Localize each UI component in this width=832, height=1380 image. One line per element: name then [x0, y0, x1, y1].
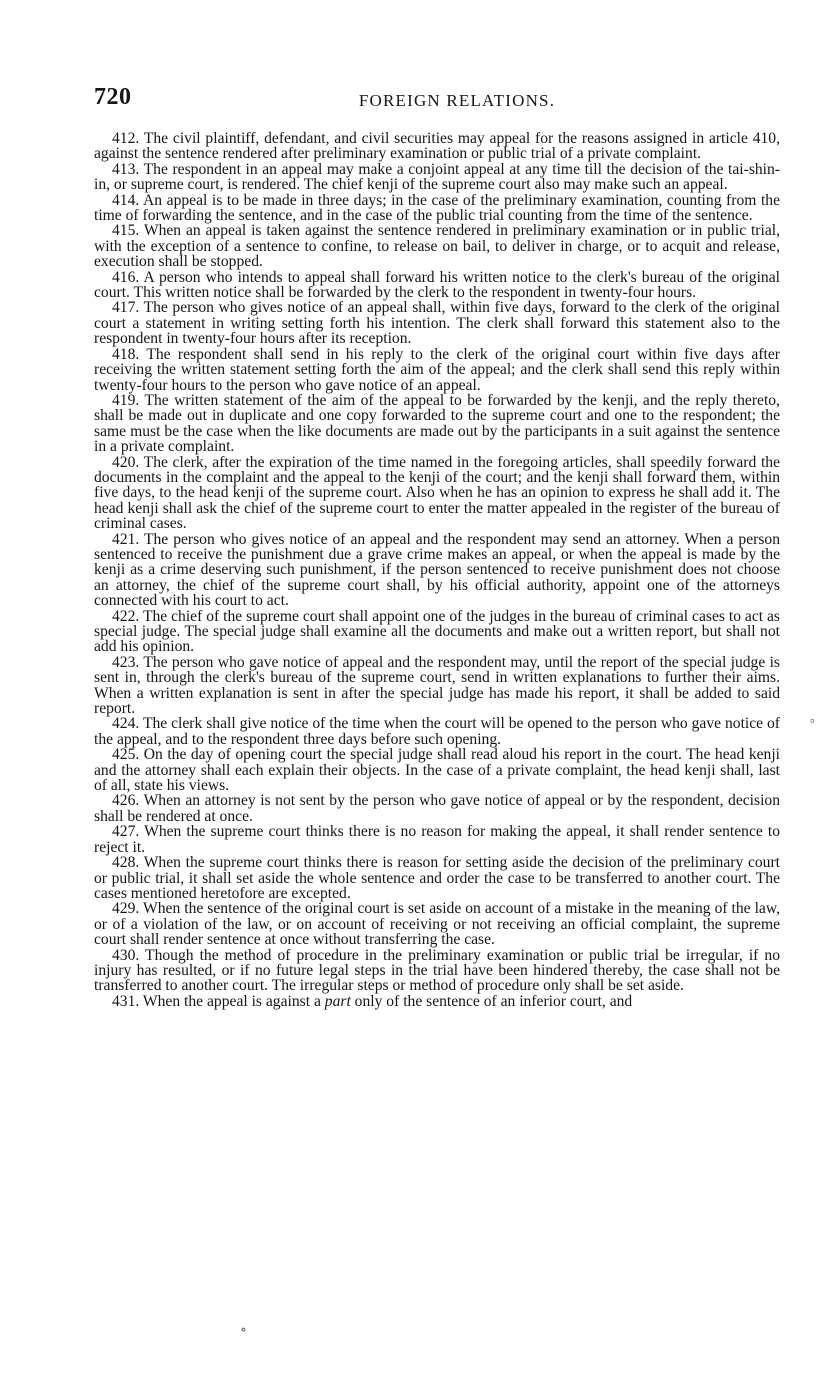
article-text: A person who intends to appeal shall forward his written notice to the clerk's bureau of the original court. This written notice shall be forwarded by the clerk to the respondent in twenty-four hours. — [94, 268, 780, 302]
article-number: 419. — [112, 391, 140, 409]
article-number: 429. — [112, 900, 140, 918]
document-page — [94, 84, 780, 1009]
article-431 — [94, 994, 780, 1009]
article-413 — [94, 162, 780, 193]
article-425 — [94, 747, 780, 793]
article-text: The person who gives notice of an appeal and the respondent may send an attorney. When a person sentenced to receive the punishment due a grave crime makes an appeal, or when the appeal is made by the kenji as a crime deserving such punishment, if the person sentenced to receive punishment does not choose an attorney, the chief of the supreme court shall, by his official authority, appoint one of the attorneys connected with his court to act. — [94, 530, 780, 610]
article-text: When an appeal is taken against the sentence rendered in preliminary examination or in public trial, with the exception of a sentence to confine, to release on bail, to deliver in charge, or to acquit and release, execution shall be stopped. — [94, 222, 780, 271]
article-text: When the supreme court thinks there is reason for setting aside the decision of the preliminary court or public trial, it shall set aside the whole sentence and order the case to be transferred to another court. The cases mentioned heretofore are excepted. — [94, 854, 780, 902]
article-text: The written statement of the aim of the appeal to be forwarded by the kenji, and the reply thereto, shall be made out in duplicate and one copy forwarded to the supreme court and one to the respondent; the same must be the case when the like documents are made out by the participants in a suit against the sentence in a private complaint. — [94, 391, 780, 456]
article-number: 421. — [112, 530, 140, 548]
article-text-after: only of the sentence of an inferior court, and — [350, 992, 633, 1010]
article-number: 428. — [112, 854, 140, 872]
article-number: 413. — [112, 160, 140, 178]
article-text: The civil plaintiff, defendant, and civil securities may appeal for the reasons assigned in article 410, against the sentence rendered after preliminary examination or public trial of a private complaint. — [94, 130, 781, 163]
article-number: 420. — [112, 453, 140, 471]
article-418 — [94, 347, 780, 393]
article-423 — [94, 655, 780, 717]
article-number: 416. — [112, 268, 140, 286]
article-415 — [94, 223, 780, 269]
article-412 — [94, 131, 780, 162]
article-427 — [94, 824, 780, 855]
article-text: The person who gave notice of appeal and the respondent may, until the report of the special judge is sent in, through the clerk's bureau of the supreme court, send in written explanations to further their aims. When a written explanation is sent in after the special judge has made his report, it shall be added to said report. — [94, 653, 780, 718]
article-number: 423. — [112, 653, 140, 671]
article-422 — [94, 609, 780, 655]
article-text: The clerk, after the expiration of the time named in the foregoing articles, shall speedily forward the documents in the complaint and the appeal to the kenji of the court; and the kenji shall forward them, within five days, to the head kenji of the supreme court. Also when he has an opinion to express he shall add it. The head kenji shall ask the chief of the supreme court to enter the matter appealed in the register of the bureau of criminal cases. — [94, 453, 780, 533]
article-number: 427. — [112, 823, 140, 841]
article-number: 415. — [112, 222, 140, 240]
article-417 — [94, 300, 780, 346]
article-number: 418. — [112, 345, 140, 363]
article-text: When the sentence of the original court is set aside on account of a mistake in the meaning of the law, or of a violation of the law, or on account of receiving or not receiving an official complaint, the supreme court shall render sentence at once without transferring the case. — [94, 900, 780, 949]
article-421 — [94, 532, 780, 609]
article-text: The chief of the supreme court shall appoint one of the judges in the bureau of criminal cases to act as special judge. The special judge shall examine all the documents and make out a written report, but shall not add his opinion. — [94, 607, 781, 656]
article-number: 412. — [112, 130, 140, 147]
article-text: When an attorney is not sent by the person who gave notice of appeal or by the respondent, decision shall be rendered at once. — [94, 792, 780, 825]
article-number: 417. — [112, 299, 140, 317]
article-number: 431. — [112, 992, 140, 1010]
page-number: 720 — [94, 84, 132, 110]
article-420 — [94, 455, 780, 532]
article-text: An appeal is to be made in three days; in the case of the preliminary examination, counting from the time of forwarding the sentence, and in the case of the public trial counting from the time of the sentence. — [94, 191, 780, 225]
article-416 — [94, 270, 780, 301]
article-number: 414. — [112, 191, 140, 209]
article-number: 425. — [112, 746, 140, 764]
article-text: The respondent in an appeal may make a conjoint appeal at any time till the decision of the tai-shin-in, or supreme court, is rendered. The chief kenji of the supreme court also may make such an appeal. — [94, 160, 781, 194]
article-429 — [94, 901, 780, 947]
document-body — [94, 131, 780, 1009]
article-text: On the day of opening court the special judge shall read aloud his report in the court. The head kenji and the attorney shall each explain their objects. In the case of a private complaint, the head kenji shall, last of all, state his views. — [94, 746, 780, 795]
article-number: 430. — [112, 946, 140, 964]
article-text: Though the method of procedure in the preliminary examination or public trial be irregular, if no injury has resulted, or if no future legal steps in the trial have been hindered thereby, the case shall not be transferred to another court. The irregular steps or method of procedure only shall be set aside. — [94, 946, 780, 995]
article-number: 422. — [112, 607, 140, 625]
article-number: 424. — [112, 715, 140, 733]
article-text: The person who gives notice of an appeal shall, within five days, forward to the clerk of the original court a statement in writing setting forth his intention. The clerk shall forward this statement also to the respondent in twenty-four hours after its reception. — [94, 299, 780, 348]
article-number: 426. — [112, 792, 140, 810]
article-text: The clerk shall give notice of the time when the court will be opened to the person who gave notice of the appeal, and to the respondent three days before such opening. — [94, 715, 781, 748]
bottom-mark: ∘ — [240, 1323, 247, 1338]
article-414 — [94, 193, 780, 224]
margin-mark: ° — [810, 716, 815, 730]
page-header — [94, 84, 780, 118]
article-424 — [94, 716, 780, 747]
article-text-italic: part — [324, 992, 351, 1010]
article-text-before: When the appeal is against a — [142, 992, 325, 1010]
article-text: The respondent shall send in his reply to the clerk of the original court within five days after receiving the written statement setting forth the aim of the appeal; and the clerk shall send this reply within twenty-four hours to the person who gave notice of an appeal. — [94, 345, 780, 394]
article-430 — [94, 948, 780, 994]
article-428 — [94, 855, 780, 901]
article-text: When the supreme court thinks there is no reason for making the appeal, it shall render sentence to reject it. — [94, 823, 781, 856]
running-head: FOREIGN RELATIONS. — [358, 91, 556, 110]
article-426 — [94, 793, 780, 824]
article-419 — [94, 393, 780, 455]
